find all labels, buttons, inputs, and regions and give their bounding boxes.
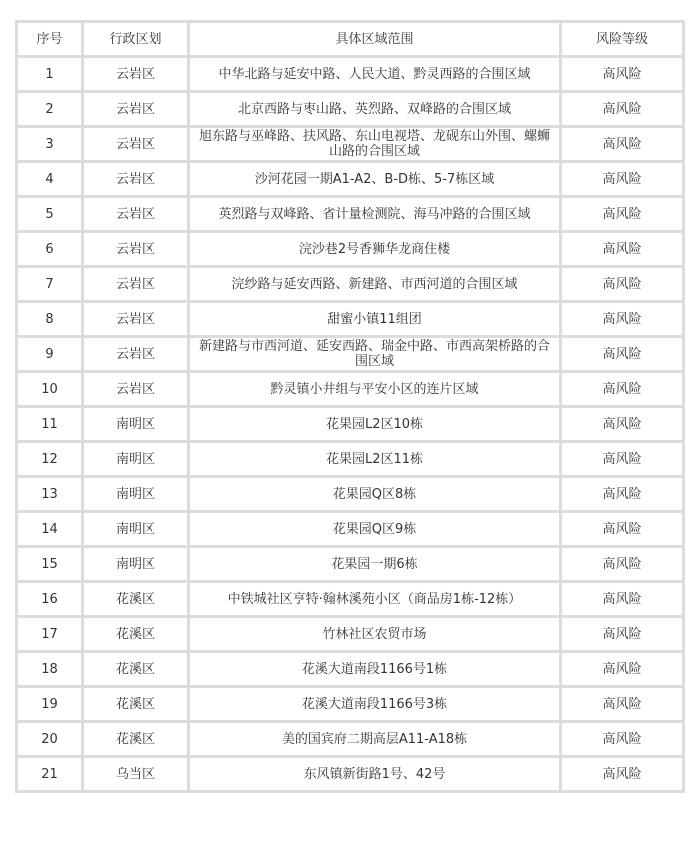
table-row [17, 197, 684, 232]
cell-serial-number: 7 [17, 267, 83, 302]
cell-risk-level: 高风险 [561, 407, 684, 442]
cell-serial-number: 12 [17, 442, 83, 477]
cell-area-range: 旭东路与巫峰路、扶风路、东山电视塔、龙砚东山外围、螺蛳山路的合围区域 [189, 127, 561, 162]
cell-risk-level: 高风险 [561, 57, 684, 92]
cell-serial-number: 18 [17, 652, 83, 687]
risk-area-table-container [15, 20, 682, 793]
cell-area-range: 花果园一期6栋 [189, 547, 561, 582]
cell-district: 花溪区 [83, 652, 189, 687]
table-row [17, 477, 684, 512]
cell-risk-level: 高风险 [561, 197, 684, 232]
cell-district: 南明区 [83, 477, 189, 512]
cell-serial-number: 10 [17, 372, 83, 407]
table-row [17, 582, 684, 617]
cell-area-range: 竹林社区农贸市场 [189, 617, 561, 652]
cell-area-range: 浣沙巷2号香狮华龙商住楼 [189, 232, 561, 267]
cell-serial-number: 20 [17, 722, 83, 757]
cell-district: 云岩区 [83, 302, 189, 337]
table-row [17, 162, 684, 197]
header-serial-number: 序号 [17, 22, 83, 57]
cell-area-range: 沙河花园一期A1-A2、B-D栋、5-7栋区域 [189, 162, 561, 197]
cell-district: 云岩区 [83, 162, 189, 197]
cell-risk-level: 高风险 [561, 687, 684, 722]
table-row [17, 687, 684, 722]
cell-risk-level: 高风险 [561, 232, 684, 267]
cell-risk-level: 高风险 [561, 582, 684, 617]
cell-district: 云岩区 [83, 57, 189, 92]
cell-serial-number: 9 [17, 337, 83, 372]
cell-area-range: 中铁城社区亨特·翰林溪苑小区（商品房1栋-12栋） [189, 582, 561, 617]
table-row [17, 92, 684, 127]
cell-serial-number: 3 [17, 127, 83, 162]
table-row [17, 267, 684, 302]
cell-district: 云岩区 [83, 232, 189, 267]
cell-serial-number: 8 [17, 302, 83, 337]
table-row [17, 337, 684, 372]
cell-risk-level: 高风险 [561, 512, 684, 547]
cell-risk-level: 高风险 [561, 92, 684, 127]
cell-serial-number: 15 [17, 547, 83, 582]
cell-district: 云岩区 [83, 372, 189, 407]
cell-district: 云岩区 [83, 92, 189, 127]
cell-area-range: 花溪大道南段1166号1栋 [189, 652, 561, 687]
cell-district: 云岩区 [83, 267, 189, 302]
cell-serial-number: 2 [17, 92, 83, 127]
cell-area-range: 花果园L2区10栋 [189, 407, 561, 442]
table-row [17, 57, 684, 92]
cell-serial-number: 11 [17, 407, 83, 442]
cell-district: 南明区 [83, 442, 189, 477]
header-area-range: 具体区域范围 [189, 22, 561, 57]
cell-serial-number: 1 [17, 57, 83, 92]
cell-risk-level: 高风险 [561, 337, 684, 372]
cell-serial-number: 17 [17, 617, 83, 652]
cell-serial-number: 16 [17, 582, 83, 617]
cell-serial-number: 6 [17, 232, 83, 267]
cell-area-range: 中华北路与延安中路、人民大道、黔灵西路的合围区域 [189, 57, 561, 92]
cell-area-range: 黔灵镇小井组与平安小区的连片区域 [189, 372, 561, 407]
cell-serial-number: 4 [17, 162, 83, 197]
table-row [17, 757, 684, 792]
cell-area-range: 新建路与市西河道、延安西路、瑞金中路、市西高架桥路的合围区域 [189, 337, 561, 372]
table-header-row [17, 22, 684, 57]
cell-area-range: 北京西路与枣山路、英烈路、双峰路的合围区域 [189, 92, 561, 127]
table-row [17, 442, 684, 477]
cell-serial-number: 19 [17, 687, 83, 722]
cell-area-range: 浣纱路与延安西路、新建路、市西河道的合围区域 [189, 267, 561, 302]
cell-risk-level: 高风险 [561, 477, 684, 512]
header-risk-level: 风险等级 [561, 22, 684, 57]
cell-district: 花溪区 [83, 617, 189, 652]
cell-area-range: 花果园Q区8栋 [189, 477, 561, 512]
table-row [17, 127, 684, 162]
cell-risk-level: 高风险 [561, 162, 684, 197]
cell-serial-number: 13 [17, 477, 83, 512]
cell-serial-number: 21 [17, 757, 83, 792]
header-district: 行政区划 [83, 22, 189, 57]
cell-district: 云岩区 [83, 197, 189, 232]
cell-risk-level: 高风险 [561, 267, 684, 302]
cell-area-range: 甜蜜小镇11组团 [189, 302, 561, 337]
table-row [17, 722, 684, 757]
cell-risk-level: 高风险 [561, 302, 684, 337]
cell-risk-level: 高风险 [561, 722, 684, 757]
cell-district: 乌当区 [83, 757, 189, 792]
risk-area-table [15, 20, 685, 793]
cell-risk-level: 高风险 [561, 372, 684, 407]
table-row [17, 547, 684, 582]
table-row [17, 512, 684, 547]
cell-district: 花溪区 [83, 582, 189, 617]
cell-serial-number: 14 [17, 512, 83, 547]
cell-district: 花溪区 [83, 722, 189, 757]
cell-risk-level: 高风险 [561, 547, 684, 582]
cell-risk-level: 高风险 [561, 757, 684, 792]
cell-district: 云岩区 [83, 127, 189, 162]
table-row [17, 372, 684, 407]
table-row [17, 302, 684, 337]
cell-district: 南明区 [83, 407, 189, 442]
cell-risk-level: 高风险 [561, 127, 684, 162]
cell-risk-level: 高风险 [561, 652, 684, 687]
cell-area-range: 花果园L2区11栋 [189, 442, 561, 477]
cell-district: 南明区 [83, 512, 189, 547]
cell-risk-level: 高风险 [561, 617, 684, 652]
cell-area-range: 英烈路与双峰路、省计量检测院、海马冲路的合围区域 [189, 197, 561, 232]
cell-area-range: 东风镇新街路1号、42号 [189, 757, 561, 792]
cell-risk-level: 高风险 [561, 442, 684, 477]
table-row [17, 232, 684, 267]
cell-area-range: 花溪大道南段1166号3栋 [189, 687, 561, 722]
cell-district: 南明区 [83, 547, 189, 582]
cell-district: 花溪区 [83, 687, 189, 722]
table-row [17, 407, 684, 442]
cell-area-range: 美的国宾府二期高层A11-A18栋 [189, 722, 561, 757]
cell-district: 云岩区 [83, 337, 189, 372]
cell-serial-number: 5 [17, 197, 83, 232]
cell-area-range: 花果园Q区9栋 [189, 512, 561, 547]
table-row [17, 652, 684, 687]
table-row [17, 617, 684, 652]
